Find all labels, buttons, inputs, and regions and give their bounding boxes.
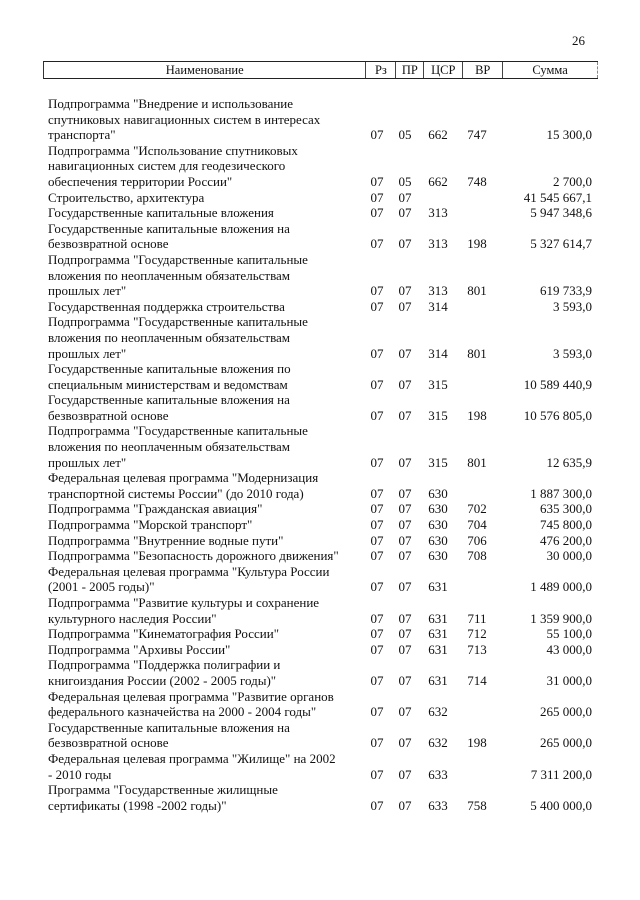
row-sum: 7 311 200,0 <box>530 766 592 782</box>
row-sum: 3 593,0 <box>553 345 592 361</box>
row-name-line: обеспечения территории России" <box>48 173 233 189</box>
row-pr: 07 <box>398 626 412 642</box>
row-name <box>48 595 364 626</box>
column-header-csr: ЦСР <box>424 62 463 78</box>
row-name <box>48 501 364 517</box>
table-row <box>48 252 593 299</box>
row-pr: 07 <box>398 548 412 564</box>
row-csr: 630 <box>428 532 448 548</box>
row-pr: 07 <box>398 283 412 299</box>
row-vr: 758 <box>467 797 487 813</box>
row-sum: 1 489 000,0 <box>530 579 592 595</box>
row-name-line: Государственная поддержка строительства <box>48 298 285 314</box>
table-row <box>48 533 593 549</box>
row-name-line: Строительство, архитектура <box>48 189 205 205</box>
column-header-vr: ВР <box>463 62 503 78</box>
row-pr: 07 <box>398 501 412 517</box>
column-header-rz: Рз <box>366 62 396 78</box>
row-sum: 30 000,0 <box>546 548 592 564</box>
row-sum: 10 576 805,0 <box>523 407 592 423</box>
row-csr: 314 <box>428 298 448 314</box>
row-pr: 07 <box>398 672 412 688</box>
row-name <box>48 221 364 252</box>
table-body <box>48 96 593 813</box>
row-name-line: Подпрограмма "Архивы России" <box>48 641 231 657</box>
row-csr: 314 <box>428 345 448 361</box>
row-vr: 198 <box>467 407 487 423</box>
row-sum: 5 947 348,6 <box>530 205 592 221</box>
row-name-line: Федеральная целевая программа "Развитие органов <box>48 688 334 704</box>
row-name-line: Федеральная целевая программа "Культура России <box>48 563 330 579</box>
row-name-line: Подпрограмма "Государственные капитальные <box>48 314 308 330</box>
table-row <box>48 501 593 517</box>
row-rz: 07 <box>370 735 384 751</box>
row-sum: 31 000,0 <box>546 672 592 688</box>
table-row <box>48 205 593 221</box>
row-rz: 07 <box>370 345 384 361</box>
row-name <box>48 299 364 315</box>
table-row <box>48 595 593 626</box>
table-row <box>48 392 593 423</box>
table-row <box>48 751 593 782</box>
row-rz: 07 <box>370 173 384 189</box>
row-vr: 702 <box>467 501 487 517</box>
row-name-line: Программа "Государственные жилищные <box>48 782 278 798</box>
row-rz: 07 <box>370 672 384 688</box>
row-name-line: Государственные капитальные вложения <box>48 205 274 221</box>
row-vr: 801 <box>467 454 487 470</box>
row-name-line: спутниковых навигационных систем в интересах <box>48 111 321 127</box>
row-name <box>48 751 364 782</box>
row-name-line: безвозвратной основе <box>48 236 169 252</box>
table-row <box>48 720 593 751</box>
row-sum: 265 000,0 <box>540 735 592 751</box>
row-vr: 747 <box>467 127 487 143</box>
row-pr: 07 <box>398 189 412 205</box>
row-csr: 313 <box>428 205 448 221</box>
row-vr: 801 <box>467 283 487 299</box>
table-row <box>48 657 593 688</box>
row-name-line: Подпрограмма "Внедрение и использование <box>48 96 294 111</box>
row-name <box>48 517 364 533</box>
row-name-line: транспорта" <box>48 127 116 143</box>
row-rz: 07 <box>370 485 384 501</box>
row-name-line: Государственные капитальные вложения по <box>48 361 291 377</box>
table-row <box>48 689 593 720</box>
row-name-line: Подпрограмма "Использование спутниковых <box>48 142 298 158</box>
row-rz: 07 <box>370 766 384 782</box>
row-name <box>48 626 364 642</box>
row-name-line: Федеральная целевая программа "Модернизация <box>48 470 319 486</box>
row-vr: 714 <box>467 672 487 688</box>
row-rz: 07 <box>370 454 384 470</box>
row-name-line: Подпрограмма "Внутренние водные пути" <box>48 532 284 548</box>
row-csr: 315 <box>428 376 448 392</box>
row-rz: 07 <box>370 205 384 221</box>
row-rz: 07 <box>370 704 384 720</box>
row-sum: 43 000,0 <box>546 641 592 657</box>
column-header-sum: Сумма <box>503 62 598 78</box>
row-sum: 619 733,9 <box>540 283 592 299</box>
row-name <box>48 423 364 470</box>
row-name <box>48 392 364 423</box>
row-csr: 630 <box>428 485 448 501</box>
row-pr: 07 <box>398 298 412 314</box>
row-sum: 55 100,0 <box>546 626 592 642</box>
row-pr: 07 <box>398 485 412 501</box>
row-name-line: - 2010 годы <box>48 766 112 782</box>
row-rz: 07 <box>370 127 384 143</box>
row-name <box>48 689 364 720</box>
row-vr: 711 <box>467 610 487 626</box>
row-pr: 07 <box>398 407 412 423</box>
row-name <box>48 205 364 221</box>
row-rz: 07 <box>370 517 384 533</box>
page-number: 26 <box>572 33 585 48</box>
row-csr: 662 <box>428 127 448 143</box>
row-pr: 07 <box>398 236 412 252</box>
table-row <box>48 423 593 470</box>
row-sum: 635 300,0 <box>540 501 592 517</box>
row-name-line: Подпрограмма "Морской транспорт" <box>48 517 253 533</box>
row-name-line: Подпрограмма "Безопасность дорожного движения" <box>48 548 339 564</box>
row-pr: 07 <box>398 704 412 720</box>
row-vr: 713 <box>467 641 487 657</box>
row-csr: 313 <box>428 236 448 252</box>
row-sum: 10 589 440,9 <box>523 376 592 392</box>
table-row <box>48 190 593 206</box>
row-name-line: безвозвратной основе <box>48 735 169 751</box>
row-pr: 07 <box>398 517 412 533</box>
row-csr: 632 <box>428 704 448 720</box>
row-name-line: Государственные капитальные вложения на <box>48 719 290 735</box>
row-sum: 41 545 667,1 <box>523 189 592 205</box>
row-name <box>48 720 364 751</box>
row-name-line: сертификаты (1998 -2002 годы)" <box>48 797 227 813</box>
row-pr: 07 <box>398 641 412 657</box>
row-pr: 05 <box>398 127 412 143</box>
row-name <box>48 657 364 688</box>
row-rz: 07 <box>370 579 384 595</box>
row-name-line: Подпрограмма "Кинематография России" <box>48 626 280 642</box>
row-rz: 07 <box>370 626 384 642</box>
table-row <box>48 548 593 564</box>
row-name-line: Федеральная целевая программа "Жилище" на 2002 <box>48 750 336 766</box>
row-pr: 07 <box>398 579 412 595</box>
row-pr: 07 <box>398 610 412 626</box>
table-row <box>48 517 593 533</box>
row-csr: 315 <box>428 454 448 470</box>
row-vr: 748 <box>467 173 487 189</box>
row-rz: 07 <box>370 407 384 423</box>
row-pr: 07 <box>398 735 412 751</box>
row-name <box>48 470 364 501</box>
row-name-line: вложения по неоплаченным обязательствам <box>48 439 291 455</box>
row-name-line: Подпрограмма "Государственные капитальные <box>48 423 308 439</box>
table-row <box>48 314 593 361</box>
row-rz: 07 <box>370 610 384 626</box>
row-name-line: безвозвратной основе <box>48 407 169 423</box>
row-name <box>48 96 364 143</box>
row-name-line: Подпрограмма "Гражданская авиация" <box>48 501 263 517</box>
row-name-line: прошлых лет" <box>48 454 127 470</box>
row-rz: 07 <box>370 283 384 299</box>
row-csr: 662 <box>428 173 448 189</box>
table-header <box>43 61 598 79</box>
row-csr: 633 <box>428 797 448 813</box>
row-sum: 15 300,0 <box>546 127 592 143</box>
row-name-line: Подпрограмма "Поддержка полиграфии и <box>48 657 281 673</box>
row-csr: 631 <box>428 626 448 642</box>
row-pr: 07 <box>398 797 412 813</box>
row-rz: 07 <box>370 501 384 517</box>
row-name <box>48 548 364 564</box>
row-name-line: (2001 - 2005 годы)" <box>48 579 155 595</box>
row-pr: 07 <box>398 532 412 548</box>
row-name <box>48 252 364 299</box>
row-name-line: прошлых лет" <box>48 345 127 361</box>
row-rz: 07 <box>370 236 384 252</box>
row-name-line: вложения по неоплаченным обязательствам <box>48 329 291 345</box>
row-name-line: Государственные капитальные вложения на <box>48 220 290 236</box>
row-sum: 265 000,0 <box>540 704 592 720</box>
row-sum: 5 327 614,7 <box>530 236 592 252</box>
column-header-pr: ПР <box>396 62 424 78</box>
row-rz: 07 <box>370 376 384 392</box>
row-sum: 2 700,0 <box>553 173 592 189</box>
row-name <box>48 190 364 206</box>
table-row <box>48 96 593 143</box>
row-sum: 745 800,0 <box>540 517 592 533</box>
row-name-line: Государственные капитальные вложения на <box>48 392 290 408</box>
row-sum: 476 200,0 <box>540 532 592 548</box>
table-row <box>48 564 593 595</box>
row-pr: 07 <box>398 376 412 392</box>
row-sum: 5 400 000,0 <box>530 797 592 813</box>
row-csr: 631 <box>428 672 448 688</box>
row-sum: 1 887 300,0 <box>530 485 592 501</box>
row-name <box>48 314 364 361</box>
table-row <box>48 626 593 642</box>
row-vr: 712 <box>467 626 487 642</box>
row-csr: 315 <box>428 407 448 423</box>
row-csr: 631 <box>428 579 448 595</box>
row-vr: 708 <box>467 548 487 564</box>
row-name <box>48 533 364 549</box>
row-vr: 198 <box>467 236 487 252</box>
row-name-line: специальным министерствам и ведомствам <box>48 376 288 392</box>
table-row <box>48 642 593 658</box>
row-name-line: вложения по неоплаченным обязательствам <box>48 267 291 283</box>
row-pr: 05 <box>398 173 412 189</box>
row-name <box>48 782 364 813</box>
row-csr: 631 <box>428 641 448 657</box>
row-sum: 1 359 900,0 <box>530 610 592 626</box>
row-vr: 801 <box>467 345 487 361</box>
row-name-line: прошлых лет" <box>48 283 127 299</box>
row-name <box>48 564 364 595</box>
row-pr: 07 <box>398 345 412 361</box>
column-header-name: Наименование <box>44 62 366 78</box>
row-rz: 07 <box>370 641 384 657</box>
row-name <box>48 143 364 190</box>
row-vr: 198 <box>467 735 487 751</box>
row-csr: 631 <box>428 610 448 626</box>
row-vr: 704 <box>467 517 487 533</box>
row-name-line: книгоиздания России (2002 - 2005 годы)" <box>48 672 277 688</box>
row-name <box>48 642 364 658</box>
row-pr: 07 <box>398 766 412 782</box>
row-csr: 313 <box>428 283 448 299</box>
table-row <box>48 143 593 190</box>
row-name <box>48 361 364 392</box>
row-name-line: Подпрограмма "Государственные капитальные <box>48 251 308 267</box>
row-csr: 632 <box>428 735 448 751</box>
table-row <box>48 361 593 392</box>
row-rz: 07 <box>370 548 384 564</box>
row-pr: 07 <box>398 454 412 470</box>
row-pr: 07 <box>398 205 412 221</box>
row-name-line: культурного наследия России" <box>48 610 217 626</box>
row-csr: 630 <box>428 548 448 564</box>
row-csr: 633 <box>428 766 448 782</box>
row-name-line: транспортной системы России" (до 2010 года) <box>48 485 304 501</box>
row-sum: 3 593,0 <box>553 298 592 314</box>
table-row <box>48 299 593 315</box>
row-name-line: навигационных систем для геодезического <box>48 158 286 174</box>
row-name-line: Подпрограмма "Развитие культуры и сохранение <box>48 595 320 610</box>
row-rz: 07 <box>370 298 384 314</box>
row-sum: 12 635,9 <box>546 454 592 470</box>
row-csr: 630 <box>428 501 448 517</box>
row-rz: 07 <box>370 797 384 813</box>
table-row <box>48 470 593 501</box>
row-name-line: федерального казначейства на 2000 - 2004 годы" <box>48 704 317 720</box>
table-row <box>48 782 593 813</box>
row-vr: 706 <box>467 532 487 548</box>
table-row <box>48 221 593 252</box>
row-rz: 07 <box>370 189 384 205</box>
row-csr: 630 <box>428 517 448 533</box>
row-rz: 07 <box>370 532 384 548</box>
